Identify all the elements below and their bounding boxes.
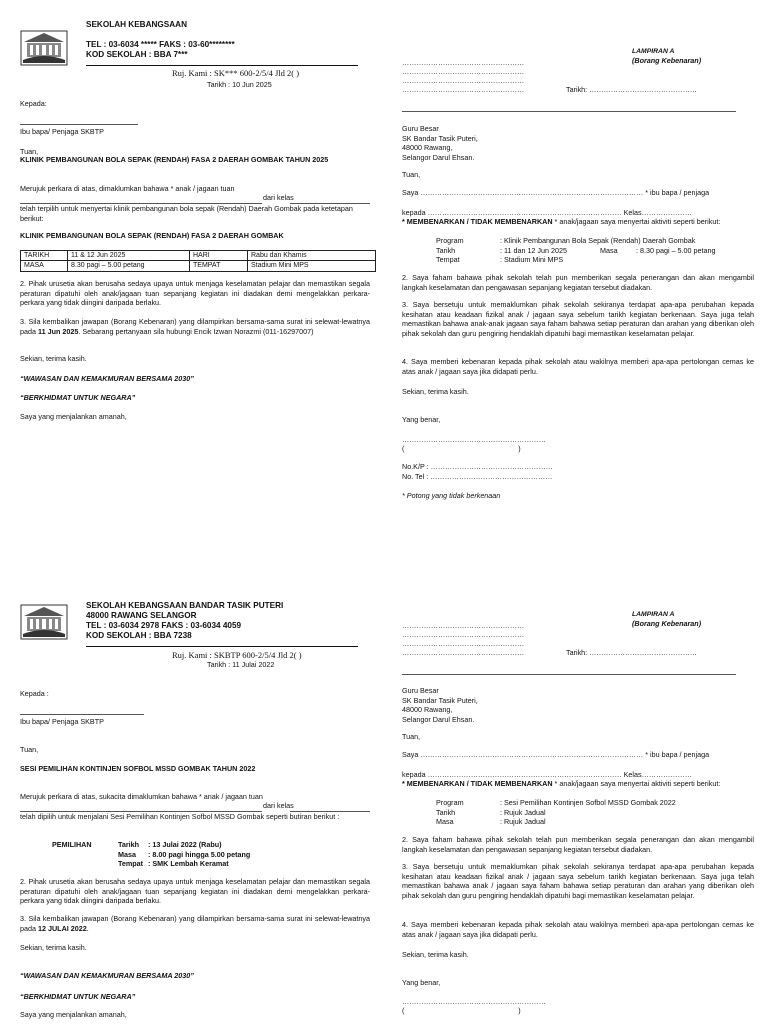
paragraph-2: 2. Pihak urusetia akan berusaha sedaya upaya untuk menjaga keselamatan pelajar dan memastikan segala peraturan dipatuhi oleh anak/jagaan tuan sepanjang kegiatan ini diadakan demi mengelakkan perkara-perkara yang tidak diingini daripada berlaku. [20,877,370,906]
address-block [402,124,478,163]
merujuk-dari-kelas: dari kelas [263,801,294,810]
divider [402,674,736,675]
permission-statement: * MEMBENARKAN / TIDAK MEMBENARKAN * anak/jagaan saya menyertai aktiviti seperti berikut: [402,217,721,226]
details-table [20,250,376,272]
address-line: Guru Besar [402,686,439,695]
subject-2: KLINIK PEMBANGUNAN BOLA SEPAK (RENDAH) FASA 2 DAERAH GOMBAK [20,231,284,240]
sender-address-line: …………………………………………… [402,621,525,630]
lampiran-label: LAMPIRAN A [632,48,675,55]
kepada: Kepada : [20,689,49,698]
form-closing: Sekian, terima kasih. [402,950,469,959]
form-date: Tarikh: ……………………………………… [566,85,697,94]
table-cell: 8.30 pagi – 5.00 petang [68,261,190,271]
selection-details: Tarikh : 13 Julai 2022 (Rabu) Masa : 8.00 pagi hingga 5.00 petang Tempat : SMK Lembah Keramat [118,840,251,869]
yang-benar: Yang benar, [402,415,441,424]
address-line: Guru Besar [402,124,439,133]
table-cell: HARI [190,251,248,261]
school-address: 48000 RAWANG SELANGOR [86,611,197,620]
table-cell: Rabu dan Khamis [248,251,376,261]
sender-address-line: …………………………………………… [402,67,525,76]
school-logo [20,30,68,66]
sender-address-line: …………………………………………… [402,58,525,67]
table-cell: Stadium Mini MPS [248,261,376,271]
school-code: KOD SEKOLAH : BBA 7*** [86,50,188,59]
school-tel: TEL : 03-6034 ***** FAKS : 03-60******** [86,40,235,49]
merujuk-line-3: telah dipilih untuk menjalani Sesi Pemilihan Kontinjen Sofbol MSSD Gombak seperti butiran berikut : [20,812,340,821]
header-rule [86,646,358,647]
sender-address-line: …………………………………………… [402,639,525,648]
program-details: Program : Klinik Pembangunan Bola Sepak (Rendah) Daerah Gombak Tarikh : 11 dan 12 Jun 2025 Masa : 8.30 pagi – 5.00 petang Tempat : Stadium Mini MPS [436,236,716,265]
signature-name: ( ) [402,444,521,453]
sender-address-line: …………………………………………… [402,85,525,94]
address-line: Selangor Darul Ehsan. [402,715,475,725]
motto-1: “WAWASAN DAN KEMAKMURAN BERSAMA 2030” [20,971,194,980]
address-line: 48000 Rawang, [402,705,453,715]
phone-field: No. Tel : …………………………………………… [402,472,553,481]
address-line [20,124,138,125]
table-cell: MASA [21,261,68,271]
kepada: Kepada: [20,99,47,108]
saya-line: Saya ………………………………………………………………………………… * ibu bapa / penjaga [402,750,710,759]
form-paragraph-3: 3. Saya bersetuju untuk memaklumkan pihak sekolah sekiranya terdapat apa-apa perubahan kepada kesihatan atau keadaan fizikal anak / jagaan saya sebelum tarikh kegiatan berkenaan. Saya juga telah memastikan bahawa anak / jagaan saya faham bahawa setiap peraturan dan arahan yang diberikan oleh pihak sekolah dan guru pengiring hendaklah dipatuhi bagi memastikan keselamatan pelajar. [402,862,754,901]
borang-label: (Borang Kebenaran) [632,56,702,65]
table-cell: TEMPAT [190,261,248,271]
merujuk-line-1: Merujuk perkara di atas, dimaklumkan bahawa * anak / jagaan tuan [20,184,235,193]
salutation: Tuan, [402,170,421,179]
table-row [21,251,376,261]
form-paragraph-2: 2. Saya faham bahawa pihak sekolah telah pun memberikan segala penerangan dan akan mengambil langkah keselamatan dan pengawasan sepanjang kegiatan tersebut diadakan. [402,273,754,292]
form-date: Tarikh: ……………………………………… [566,648,697,657]
lampiran-label: LAMPIRAN A [632,611,675,618]
borang-label: (Borang Kebenaran) [632,619,702,628]
merujuk-dari-kelas: dari kelas [263,193,294,202]
motto-2: “BERKHIDMAT UNTUK NEGARA” [20,393,136,402]
motto-1: “WAWASAN DAN KEMAKMURAN BERSAMA 2030” [20,374,194,383]
signature-line: …………………………………………………… [402,435,546,444]
form-paragraph-4: 4. Saya memberi kebenaran kepada pihak sekolah atau wakilnya memberi apa-apa pertolongan cemas ke atas anak / jagaan saya jika didapati perlu. [402,920,754,939]
permission-statement: * MEMBENARKAN / TIDAK MEMBENARKAN * anak/jagaan saya menyertai aktiviti seperti berikut: [402,779,721,788]
school-name: SEKOLAH KEBANGSAAN [86,20,187,29]
recipient: Ibu bapa/ Penjaga SKBTP [20,717,104,726]
school-name: SEKOLAH KEBANGSAAN BANDAR TASIK PUTERI [86,601,284,610]
closing: Sekian, terima kasih. [20,943,87,952]
subject: KLINIK PEMBANGUNAN BOLA SEPAK (RENDAH) FASA 2 DAERAH GOMBAK TAHUN 2025 [20,155,329,164]
paragraph-2: 2. Pihak urusetia akan berusaha sedaya upaya untuk menjaga keselamatan pelajar dan memastikan segala peraturan dipatuhi oleh anak/jagaan tuan sepanjang kegiatan ini diadakan demi mengelakkan perkara-perkara yang tidak diingini daripada berlaku. [20,279,370,308]
address-line: Selangor Darul Ehsan. [402,153,475,163]
signature-line: …………………………………………………… [402,997,546,1006]
ruj-kami: Ruj. Kami : SK*** 600-2/5/4 Jld 2( ) [172,68,300,78]
form-paragraph-3: 3. Saya bersetuju untuk memaklumkan pihak sekolah sekiranya terdapat apa-apa perubahan kepada kesihatan atau keadaan fizikal anak / jagaan saya sebelum tarikh kegiatan berkenaan. Saya juga telah memastikan bahawa anak-anak jagaan saya faham bahawa setiap peraturan dan arahan yang diberikan oleh pihak sekolah dan guru pengiring hendaklah dipatuhi bagi memastikan keselamatan pelajar. [402,300,754,339]
form-paragraph-4: 4. Saya memberi kebenaran kepada pihak sekolah atau wakilnya memberi apa-apa pertolongan cemas ke atas anak / jagaan saya jika didapati perlu. [402,357,754,376]
recipient: Ibu bapa/ Penjaga SKBTP [20,127,104,136]
school-code: KOD SEKOLAH : BBA 7238 [86,631,192,640]
saya-line: Saya ………………………………………………………………………………… * ibu bapa / penjaga [402,188,710,197]
school-tel: TEL : 03-6034 2978 FAKS : 03-6034 4059 [86,621,242,630]
sender-address-line: …………………………………………… [402,648,525,657]
address-line [20,714,144,715]
pemilihan-label: PEMILIHAN [52,840,92,849]
yang-benar: Yang benar, [402,978,441,987]
address-line: SK Bandar Tasik Puteri, [402,695,478,705]
closing: Sekian, terima kasih. [20,354,87,363]
kepada-line: kepada ……………………………………………………………………… Kelas………………… [402,770,692,779]
program-details: Program : Sesi Pemilihan Kontinjen Sofbol MSSD Gombak 2022 Tarikh : Rujuk Jadual Masa : Rujuk Jadual [436,798,676,827]
ic-number-field: No.K/P : …………………………………………… [402,462,553,471]
salutation: Tuan, [402,732,421,741]
ruj-kami: Ruj. Kami : SKBTP 600-2/5/4 Jld 2( ) [172,650,302,660]
salutation: Tuan, [20,745,39,754]
merujuk-line-3: telah terpilih untuk menyertai klinik pembangunan bola sepak (Rendah) Daerah Gombak pada ketetapan berikut: [20,204,353,223]
kepada-line: kepada ……………………………………………………………………… Kelas………………… [402,208,692,217]
address-line: SK Bandar Tasik Puteri, [402,133,478,143]
address-block [402,686,478,725]
letter-date: Tarikh : 10 Jun 2025 [207,80,272,89]
table-row [21,261,376,271]
signoff: Saya yang menjalankan amanah, [20,412,127,421]
header-rule [86,65,358,66]
table-cell: TARIKH [21,251,68,261]
footnote: * Potong yang tidak berkenaan [402,491,501,500]
form-closing: Sekian, terima kasih. [402,387,469,396]
subject: SESI PEMILIHAN KONTINJEN SOFBOL MSSD GOMBAK TAHUN 2022 [20,764,256,773]
paragraph-3: 3. Sila kembalikan jawapan (Borang Kebenaran) yang dilampirkan bersama-sama surat ini selewat-lewatnya pada 12 JULAI 2022. [20,914,370,933]
form-paragraph-2: 2. Saya faham bahawa pihak sekolah telah pun memberikan segala penerangan dan akan mengambil langkah keselamatan dan pengawasan sepanjang kegiatan tersebut diadakan. [402,835,754,854]
sender-address-line: …………………………………………… [402,76,525,85]
motto-2: “BERKHIDMAT UNTUK NEGARA” [20,992,136,1001]
sender-address-line: …………………………………………… [402,630,525,639]
letter-date: Tarikh : 11 Julai 2022 [207,660,275,669]
merujuk-line-1: Merujuk perkara di atas, sukacita dimaklumkan bahawa * anak / jagaan tuan [20,792,263,801]
signoff: Saya yang menjalankan amanah, [20,1010,127,1019]
divider [402,111,736,112]
address-line: 48000 Rawang, [402,143,453,153]
school-logo [20,604,68,640]
table-cell: 11 & 12 Jun 2025 [68,251,190,261]
paragraph-3: 3. Sila kembalikan jawapan (Borang Kebenaran) yang dilampirkan bersama-sama surat ini selewat-lewatnya pada 11 Jun 2025. Sebarang pertanyaan sila hubungi Encik Izwan Norazmi (011-16297007) [20,317,370,336]
signature-name: ( ) [402,1006,521,1015]
salutation: Tuan, [20,147,39,156]
